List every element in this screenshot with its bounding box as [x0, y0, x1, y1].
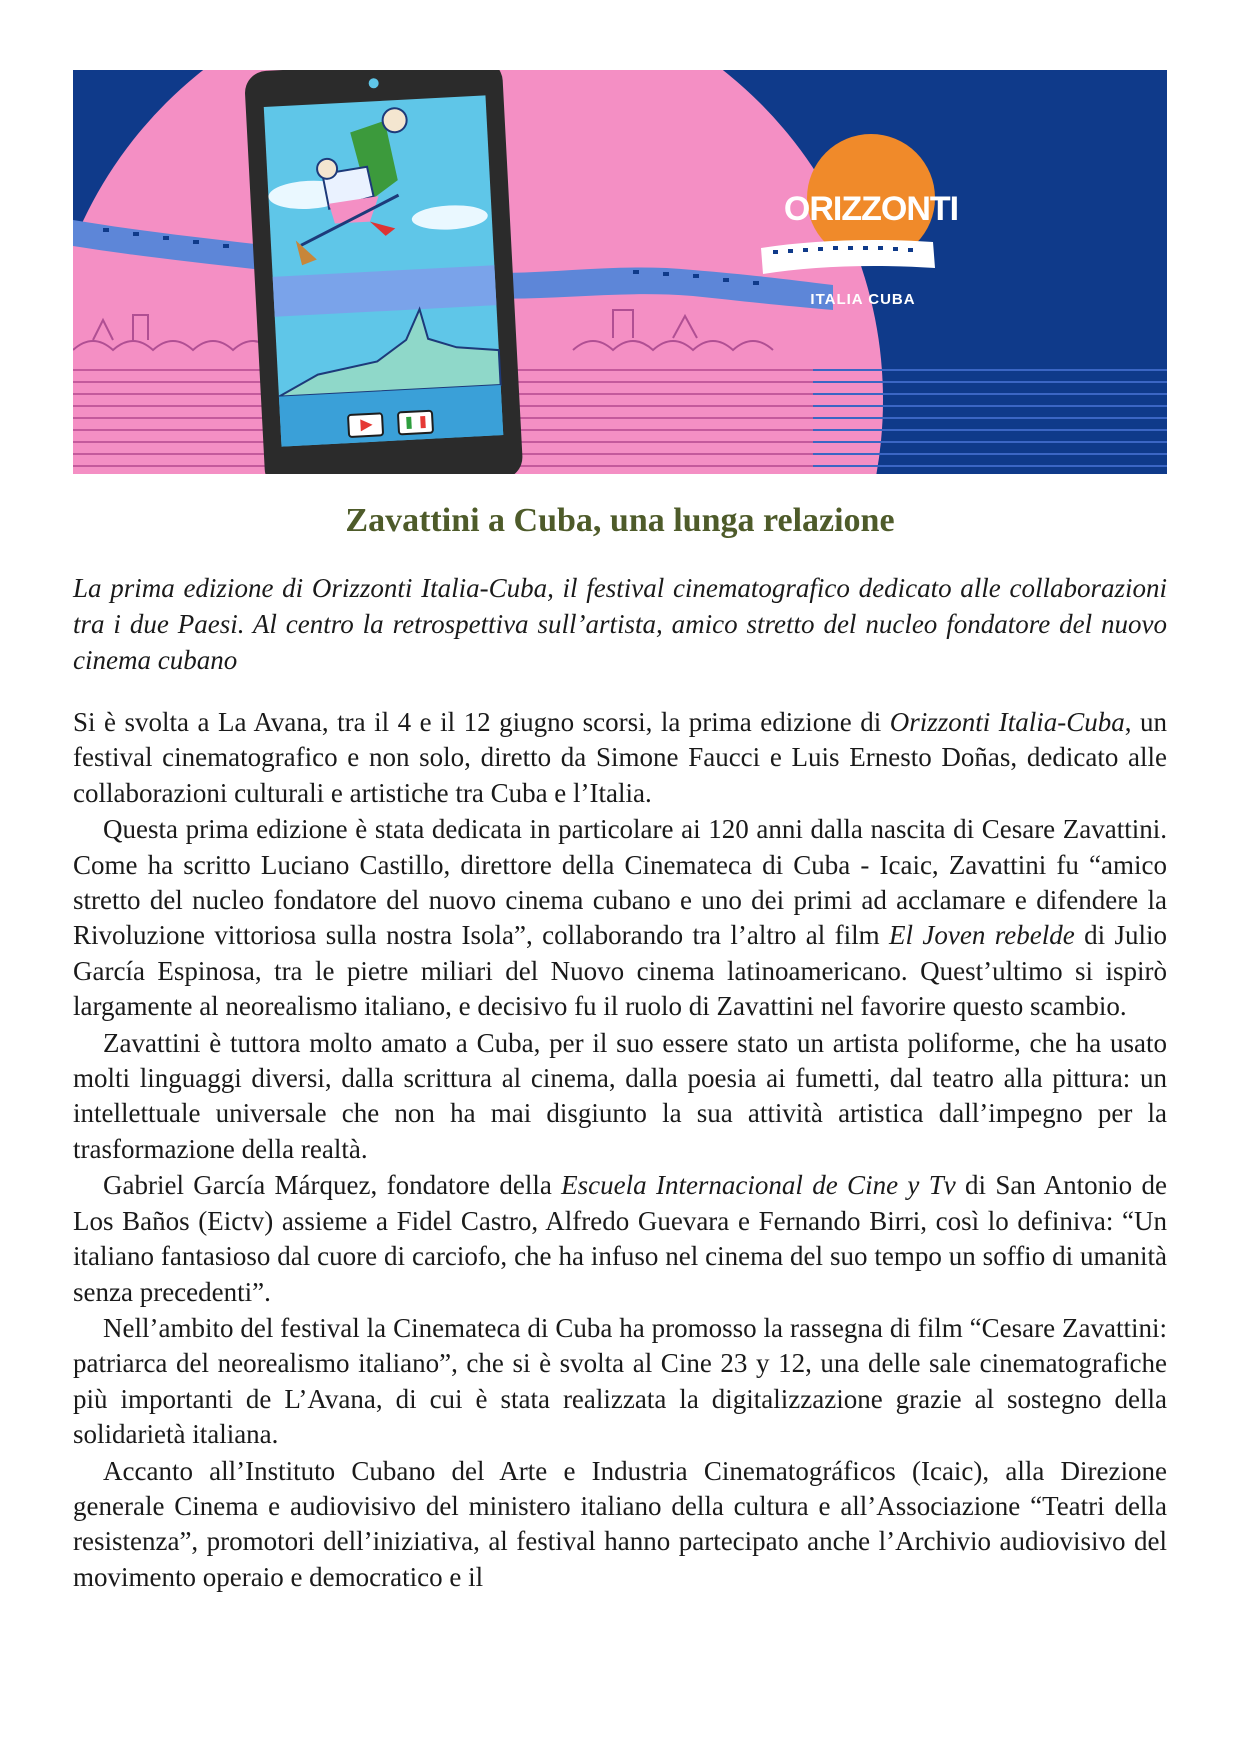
article-headline: Zavattini a Cuba, una lunga relazione — [345, 502, 895, 539]
article-body — [73, 705, 1167, 1595]
festival-name: Orizzonti Italia-Cuba — [889, 707, 1125, 737]
banner-illustration — [73, 70, 1167, 474]
paragraph-1: Si è svolta a La Avana, tra il 4 e il 12 giugno scorsi, la prima edizione di Orizzonti Italia-Cuba, un festival cinematografico e non solo, diretto da Simone Faucci e Luis Ernesto Doñas, dedicato alle collaborazioni culturali e artistiche tra Cuba e l’Italia. — [73, 707, 1168, 808]
film-title: El Joven rebelde — [889, 920, 1075, 951]
paragraph-3: Zavattini è tuttora molto amato a Cuba, per il suo essere stato un artista poliforme, che ha usato molti linguaggi diversi, dalla scrittura al cinema, dalla poesia ai fumetti, dal teatro alla pittura: un intellettuale universale che non ha mai disgiunto la sua attività artistica dall’impegno per la trasformazione della realtà. — [73, 1027, 1167, 1164]
logo-subtitle: ITALIA CUBA — [810, 291, 916, 308]
article-lede: La prima edizione di Orizzonti Italia-Cuba, il festival cinematografico dedicato alle collaborazioni tra i due Paesi. Al centro la retrospettiva sull’artista, amico stretto del nucleo fondatore del nuovo cinema cubano — [73, 573, 1167, 675]
paragraph-2: Questa prima edizione è stata dedicata in particolare ai 120 anni dalla nascita di Cesare Zavattini. Come ha scritto Luciano Castillo, direttore della Cinemateca di Cuba - Icaic, Zavattini fu “amico stretto del nucleo fondatore del nuovo cinema cubano e uno dei primi ad acclamare e difendere la Rivoluzione vittoriosa sulla nostra Isola”, collaborando tra l’altro al film El Joven rebelde di Julio García Espinosa, tra le pietre miliari del Nuovo cinema latinoamericano. Quest’ultimo si ispirò largamente al neorealismo italiano, e decisivo fu il ruolo di Zavattini nel favorire questo scambio. — [73, 814, 1168, 1022]
paragraph-5: Nell’ambito del festival la Cinemateca di Cuba ha promosso la rassegna di film “Cesare Zavattini: patriarca del neorealismo italiano”, che si è svolta al Cine 23 y 12, una delle sale cinematografiche più importanti de L’Avana, di cui è stata realizzata la digitalizzazione grazie al sostegno della solidarietà italiana. — [73, 1312, 1167, 1450]
school-name: Escuela Internacional de Cine y Tv — [561, 1170, 956, 1201]
logo-word: ORIZZONTI — [783, 190, 959, 228]
paragraph-4: Gabriel García Márquez, fondatore della Escuela Internacional de Cine y Tv di San Antonio de Los Baños (Eictv) assieme a Fidel Castro, Alfredo Guevara e Fernando Birri, così lo definiva: “Un italiano fantasioso dal cuore di carciofo, che ha infuso nel cinema del suo tempo un soffio di umanità senza precedenti”. — [73, 1170, 1167, 1307]
paragraph-6: Accanto all’Instituto Cubano del Arte e Industria Cinematográficos (Icaic), alla Direzione generale Cinema e audiovisivo del ministero italiano della cultura e all’Associazione “Teatri della resistenza”, promotori dell’iniziativa, al festival hanno partecipato anche l’Archivio audiovisivo del movimento operaio e democratico e il — [73, 1455, 1167, 1592]
phone-illustration — [244, 70, 524, 474]
festival-banner — [73, 70, 1167, 474]
